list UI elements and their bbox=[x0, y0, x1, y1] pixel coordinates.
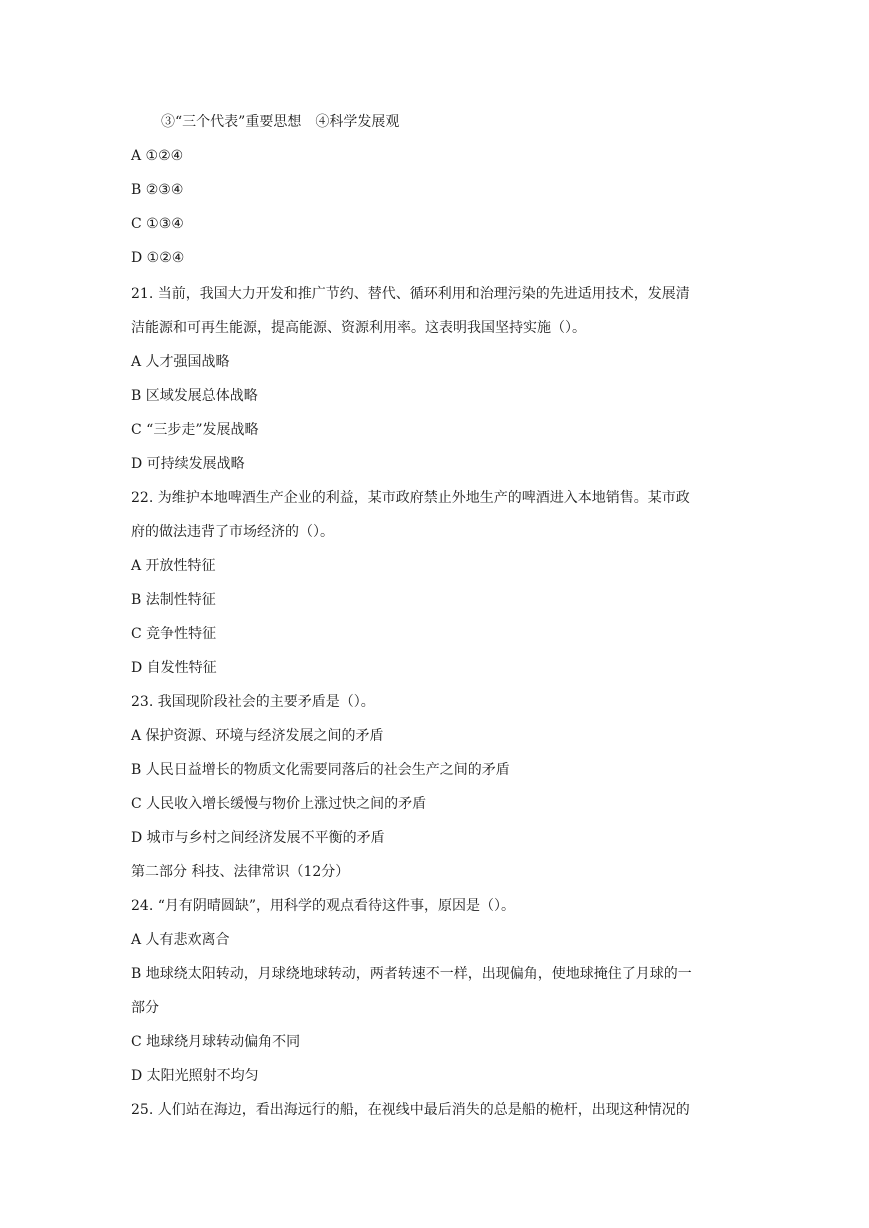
question-21-text: 21. 当前，我国大力开发和推广节约、替代、循环利用和治理污染的先进适用技术，发展清 bbox=[131, 286, 690, 302]
answer-option: D ①②④ bbox=[131, 250, 185, 266]
answer-option: A 人有悲欢离合 bbox=[131, 932, 230, 948]
answer-option: A 开放性特征 bbox=[131, 558, 216, 574]
answer-option: B ②③④ bbox=[131, 182, 184, 198]
question-23-text: 23. 我国现阶段社会的主要矛盾是（）。 bbox=[131, 694, 375, 710]
option-list-line: ③“三个代表”重要思想 ④科学发展观 bbox=[161, 114, 400, 130]
question-25-text: 25. 人们站在海边，看出海远行的船，在视线中最后消失的总是船的桅杆，出现这种情况的 bbox=[131, 1102, 690, 1118]
answer-option: B 区域发展总体战略 bbox=[131, 388, 258, 404]
question-24-text: 24. “月有阴晴圆缺”，用科学的观点看待这件事，原因是（）。 bbox=[131, 898, 516, 914]
answer-option: A 保护资源、环境与经济发展之间的矛盾 bbox=[131, 728, 384, 744]
answer-option: C 人民收入增长缓慢与物价上涨过快之间的矛盾 bbox=[131, 796, 427, 812]
answer-option: B 地球绕太阳转动，月球绕地球转动，两者转速不一样，出现偏角，使地球掩住了月球的一 bbox=[131, 966, 692, 982]
answer-option: C ①③④ bbox=[131, 216, 184, 232]
answer-option: A ①②④ bbox=[131, 148, 184, 164]
answer-option-cont: 部分 bbox=[131, 1000, 159, 1016]
answer-option: C 地球绕月球转动偏角不同 bbox=[131, 1034, 301, 1050]
answer-option: D 可持续发展战略 bbox=[131, 456, 245, 472]
answer-option: D 自发性特征 bbox=[131, 660, 217, 676]
answer-option: D 太阳光照射不均匀 bbox=[131, 1068, 259, 1084]
answer-option: B 法制性特征 bbox=[131, 592, 216, 608]
question-22-text-cont: 府的做法违背了市场经济的（）。 bbox=[131, 524, 334, 540]
answer-option: A 人才强国战略 bbox=[131, 354, 230, 370]
answer-option: B 人民日益增长的物质文化需要同落后的社会生产之间的矛盾 bbox=[131, 762, 510, 778]
question-22-text: 22. 为维护本地啤酒生产企业的利益，某市政府禁止外地生产的啤酒进入本地销售。某市政 bbox=[131, 490, 690, 506]
answer-option: D 城市与乡村之间经济发展不平衡的矛盾 bbox=[131, 830, 385, 846]
question-21-text-cont: 洁能源和可再生能源，提高能源、资源利用率。这表明我国坚持实施（）。 bbox=[131, 320, 586, 336]
answer-option: C 竞争性特征 bbox=[131, 626, 217, 642]
answer-option: C “三步走”发展战略 bbox=[131, 422, 259, 438]
section-heading: 第二部分 科技、法律常识（12分） bbox=[131, 864, 350, 880]
